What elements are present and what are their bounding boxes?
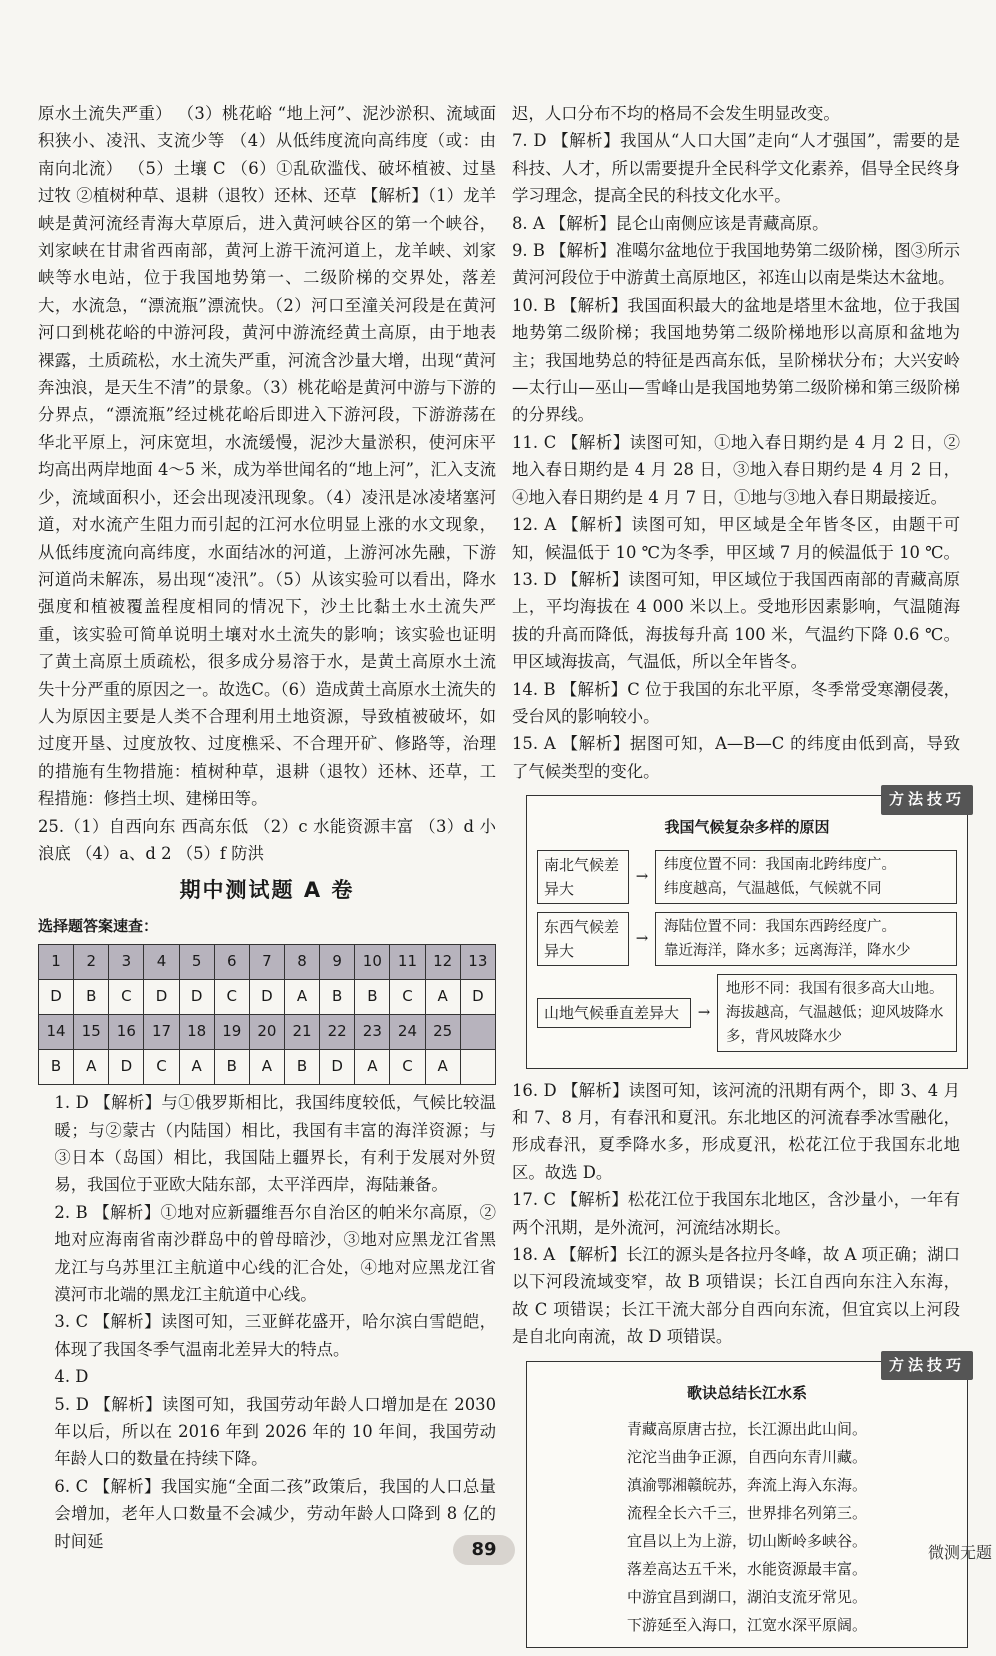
answer-cell: 20 — [249, 1015, 284, 1050]
answer-cell: 7 — [249, 945, 284, 980]
poem-line: 沱沱当曲争正源，自西向东青川藏。 — [626, 1448, 867, 1467]
answer-cell: B — [284, 1050, 319, 1085]
answer-cell: A — [425, 980, 460, 1015]
reason-label: 山地气候垂直差异大 — [537, 998, 691, 1028]
answer-cell: 11 — [390, 945, 425, 980]
answer-cell: D — [144, 980, 179, 1015]
answer-paragraph: 4. D — [54, 1367, 89, 1387]
method-tips-box — [526, 1355, 968, 1648]
answer-cell: 15 — [74, 1015, 109, 1050]
answer-cell: C — [214, 980, 249, 1015]
answer-cell: 1 — [39, 945, 74, 980]
answer-cell: C — [390, 980, 425, 1015]
answer-cell: 6 — [214, 945, 249, 980]
poem-line: 流程全长六千三，世界排名列第三。 — [626, 1504, 867, 1523]
answer-paragraph: 原水土流失严重） （3）桃花峪 “地上河”、泥沙淤积、流域面积狭小、凌汛、支流少等 （4）从低纬度流向高纬度（或：由南向北流） （5）土壤 C （6）①乱砍滥伐、破坏植被、过垦过牧 ②植树种草、退耕（退牧）还林、还草 【解析】（1）龙羊峡是黄河流经青海大草原后，进入黄河峡谷区的第一个峡谷，刘家峡在甘肃省西南部，黄河上游干流河道上，龙羊峡、刘家峡等水电站，位于我国地势第一、二级阶梯的交界处，落差大，水流急，“漂流瓶”漂流快。（2）河口至潼关河段是在黄河河口到桃花峪的中游河段，黄河中游流经黄土高原，由于地表裸露，土质疏松，水土流失严重，河流含沙量大增，出现“黄河奔浊浪，是天生不清”的景象。（3）桃花峪是黄河中游与下游的分界点，“漂流瓶”经过桃花峪后即进入下游河段，下游游荡在华北平原上，河床宽坦，水流缓慢，泥沙大量淤积，使河床平均高出两岸地面 4～5 米，成为举世闻名的“地上河”，汇入支流少，流域面积小，还会出现凌汛现象。（4）凌汛是冰凌堵塞河道，对水流产生阻力而引起的江河水位明显上涨的水文现象，从低纬度流向高纬度，水面结冰的河道，上游河冰先融，下游河道尚未解冻，易出现“凌汛”。（5）从该实验可以看出，降水强度和植被覆盖程度相同的情况下，沙土比黏土水土流失严重，该实验可简单说明土壤对水土流失的影响；该实验也证明了黄土高原土质疏松，很多成分易溶于水，是黄土高原水土流失十分严重的原因之一。故选C。（6）造成黄土高原水土流失的人为原因主要是人类不合理利用土地资源，导致植被破坏，如过度开垦、过度放牧、过度樵采、不合理开矿、修路等，治理的措施有生物措施：植树种草，退耕（退牧）还林、还草，工程措施：修挡土坝、建梯田等。 — [38, 104, 496, 809]
answer-paragraph: 1. D 【解析】与①俄罗斯相比，我国纬度较低，气候比较温暖；与②蒙古（内陆国）相比，我国有丰富的海洋资源；与③日本（岛国）相比，我国陆上疆界长，有利于发展对外贸易，我国位于亚欧大陆东部，太平洋西岸，海陆兼备。 — [54, 1093, 496, 1195]
right-column — [512, 100, 965, 1656]
poem-line: 青藏高原唐古拉，长江源出此山间。 — [626, 1420, 867, 1439]
answer-paragraph: 10. B 【解析】我国面积最大的盆地是塔里木盆地，位于我国地势第二级阶梯；我国地势第二级阶梯地形以高原和盆地为主；我国地势总的特征是西高东低，呈阶梯状分布；大兴安岭—太行山—巫山—雪峰山是我国地势第二级阶梯和第三级阶梯的分界线。 — [512, 295, 960, 425]
answer-cell: 5 — [179, 945, 214, 980]
answer-paragraph: 迟，人口分布不均的格局不会发生明显改变。 — [512, 104, 840, 123]
reason-desc — [717, 974, 957, 1052]
answer-table-numbers-row — [39, 1015, 496, 1050]
answer-cell: B — [74, 980, 109, 1015]
answer-cell: 12 — [425, 945, 460, 980]
answer-paragraph: 5. D 【解析】读图可知，我国劳动年龄人口增加是在 2030 年以后，所以在 2016 年到 2026 年的 10 年间，我国劳动年龄人口的数量在持续下降。 — [54, 1394, 496, 1469]
answer-paragraph: 3. C 【解析】读图可知，三亚鲜花盛开，哈尔滨白雪皑皑，体现了我国冬季气温南北差异大的特点。 — [54, 1312, 496, 1359]
answer-paragraph: 2. B 【解析】①地对应新疆维吾尔自治区的帕米尔高原，②地对应海南省南沙群岛中的曾母暗沙，③地对应黑龙江省黑龙江与乌苏里江主航道中心线的汇合处，④地对应黑龙江省漠河市北端的黑龙江主航道中心线。 — [54, 1202, 496, 1305]
answer-cell: A — [425, 1050, 460, 1085]
answer-cell: C — [109, 980, 144, 1015]
answer-cell: A — [355, 1050, 390, 1085]
answer-cell: B — [355, 980, 390, 1015]
poem-line: 落差高达五千米，水能资源最丰富。 — [626, 1560, 867, 1579]
climate-reason-row — [537, 974, 957, 1052]
method-tips-tag: 方法技巧 — [881, 1351, 973, 1380]
answer-cell: 14 — [39, 1015, 74, 1050]
answer-cell: B — [39, 1050, 74, 1085]
climate-reason-row — [537, 850, 957, 904]
answer-paragraph: 13. D 【解析】读图可知，甲区域位于我国西南部的青藏高原上，平均海拔在 4 000 米以上。受地形因素影响，气温随海拔的升高而降低，海拔每升高 100 米，气温约下降 0.6 ℃。甲区域海拔高，气温低，所以全年皆冬。 — [512, 569, 960, 672]
answer-cell — [460, 1050, 495, 1085]
answer-paragraph: 12. A 【解析】读图可知，甲区域是全年皆冬区，由题干可知，候温低于 10 ℃为冬季，甲区域 7 月的候温低于 10 ℃。 — [512, 515, 960, 562]
arrow-icon: → — [697, 1002, 711, 1021]
reason-line: 纬度越高，气温越低，气候就不同 — [664, 880, 882, 897]
box-title: 我国气候复杂多样的原因 — [664, 818, 830, 837]
answer-cell: D — [109, 1050, 144, 1085]
answer-cell: 21 — [284, 1015, 319, 1050]
answer-cell: 18 — [179, 1015, 214, 1050]
poem-line: 宜昌以上为上游，切山断岭多峡谷。 — [626, 1532, 867, 1551]
poem-line: 滇渝鄂湘赣皖苏，奔流上海入东海。 — [626, 1476, 867, 1495]
answer-table — [38, 944, 496, 1085]
reason-desc — [655, 912, 957, 966]
reason-line: 靠近海洋，降水多；远离海洋，降水少 — [664, 942, 911, 959]
answer-cell: 25 — [425, 1015, 460, 1050]
answer-cell — [460, 1015, 495, 1050]
answer-cell: B — [320, 980, 355, 1015]
answer-cell: D — [39, 980, 74, 1015]
box-title: 歌诀总结长江水系 — [686, 1383, 807, 1402]
answer-cell: A — [284, 980, 319, 1015]
answer-table-answers-row — [39, 980, 496, 1015]
quick-answer-label: 选择题答案速查： — [38, 916, 159, 935]
arrow-icon: → — [635, 928, 649, 947]
answer-cell: D — [249, 980, 284, 1015]
answer-paragraph: 9. B 【解析】准噶尔盆地位于我国地势第二级阶梯，图③所示黄河河段位于中游黄土高原地区，祁连山以南是柴达木盆地。 — [512, 241, 960, 288]
answer-paragraph: 11. C 【解析】读图可知，①地入春日期约是 4 月 2 日，②地入春日期约是 4 月 28 日，③地入春日期约是 4 月 2 日，④地入春日期约是 4 月 7 日，①地与③地入春日期最接近。 — [512, 432, 960, 507]
answer-cell: A — [179, 1050, 214, 1085]
reason-line: 纬度位置不同：我国南北跨纬度广。 — [664, 856, 896, 873]
reason-label: 东西气候差异大 — [537, 912, 629, 966]
answer-cell: C — [144, 1050, 179, 1085]
poem-line: 下游延至入海口，江宽水深平原阔。 — [626, 1616, 867, 1635]
method-tips-tag: 方法技巧 — [881, 785, 973, 814]
reason-desc — [655, 850, 957, 904]
answer-paragraph: 25.（1）自西向东 西高东低 （2）c 水能资源丰富 （3）d 小浪底 （4）a、d 2 （5）f 防洪 — [38, 816, 496, 863]
corner-label: 微测无题 — [927, 1543, 992, 1562]
answer-cell: 4 — [144, 945, 179, 980]
answer-cell: C — [390, 1050, 425, 1085]
answer-cell: 23 — [355, 1015, 390, 1050]
answer-paragraph: 15. A 【解析】据图可知，A—B—C 的纬度由低到高，导致了气候类型的变化。 — [512, 734, 960, 781]
page-number: 89 — [453, 1535, 515, 1565]
answer-paragraph: 16. D 【解析】读图可知，该河流的汛期有两个，即 3、4 月和 7、8 月，有春汛和夏汛。东北地区的河流春季冰雪融化，形成春汛，夏季降水多，形成夏汛，松花江位于我国东北地区。故选 D。 — [512, 1080, 960, 1182]
answer-paragraph: 7. D 【解析】我国从“人口大国”走向“人才强国”，需要的是科技、人才，所以需要提升全民科学文化素养，倡导全民终身学习理念，提高全民的科技文化水平。 — [512, 131, 960, 206]
answer-cell: D — [179, 980, 214, 1015]
reason-label: 南北气候差异大 — [537, 850, 629, 904]
answer-table-answers-row — [39, 1050, 496, 1085]
answer-cell: 2 — [74, 945, 109, 980]
answer-cell: D — [320, 1050, 355, 1085]
method-tips-box — [526, 790, 968, 1068]
arrow-icon: → — [635, 866, 649, 885]
answer-cell: D — [460, 980, 495, 1015]
answer-cell: 19 — [214, 1015, 249, 1050]
climate-reason-row — [537, 912, 957, 966]
answer-cell: B — [214, 1050, 249, 1085]
answer-cell: 22 — [320, 1015, 355, 1050]
answer-cell: 24 — [390, 1015, 425, 1050]
answer-cell: 8 — [284, 945, 319, 980]
answer-paragraph: 18. A 【解析】长江的源头是各拉丹冬峰，故 A 项正确；湖口以下河段流域变窄，故 B 项错误；长江自西向东注入东海，故 C 项错误；长江干流大部分自西向东流，但宜宾以上河段是自北向南流，故 D 项错误。 — [512, 1245, 960, 1347]
answer-table-numbers-row — [39, 945, 496, 980]
answer-cell: 13 — [460, 945, 495, 980]
answer-paragraph: 14. B 【解析】C 位于我国的东北平原，冬季常受寒潮侵袭，受台风的影响较小。 — [512, 679, 960, 726]
answer-paragraph: 8. A 【解析】昆仑山南侧应该是青藏高原。 — [512, 213, 829, 233]
answer-cell: 17 — [144, 1015, 179, 1050]
answer-paragraph: 17. C 【解析】松花江位于我国东北地区，含沙量小，一年有两个汛期，是外流河，河流结冰期长。 — [512, 1190, 960, 1237]
answer-paragraph: 6. C 【解析】我国实施“全面二孩”政策后，我国的人口总量会增加，老年人口数量不会减少，劳动年龄人口降到 8 亿的时间延 — [54, 1476, 496, 1551]
answer-cell: 16 — [109, 1015, 144, 1050]
reason-line: 地形不同：我国有很多高大山地。海拔越高，气温越低；迎风坡降水多，背风坡降水少 — [726, 980, 944, 1045]
reason-line: 海陆位置不同：我国东西跨经度广。 — [664, 918, 896, 935]
answer-cell: 3 — [109, 945, 144, 980]
section-title: 期中测试题 A 卷 — [179, 878, 355, 903]
left-column — [38, 100, 496, 1555]
answer-cell: A — [249, 1050, 284, 1085]
answer-cell: A — [74, 1050, 109, 1085]
answer-cell: 10 — [355, 945, 390, 980]
poem-line: 中游宜昌到湖口，湖泊支流牙常见。 — [626, 1588, 867, 1607]
answer-cell: 9 — [320, 945, 355, 980]
